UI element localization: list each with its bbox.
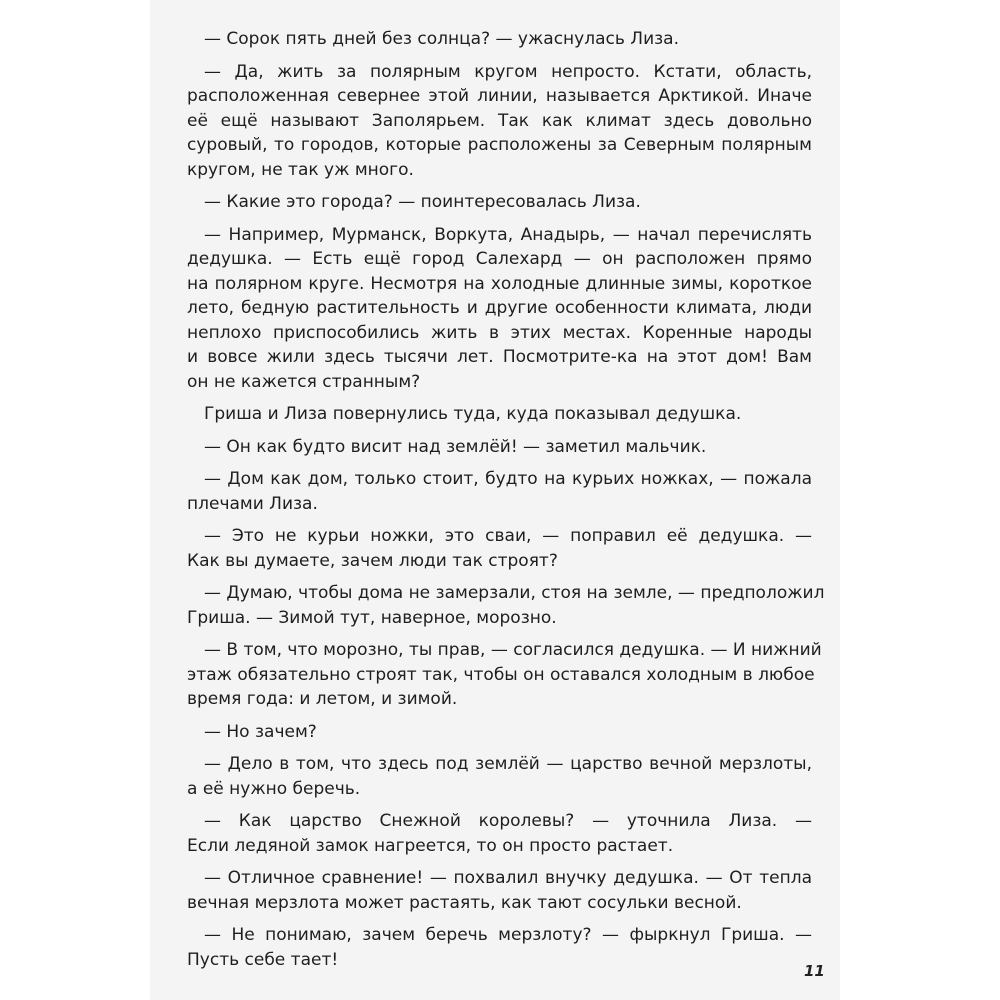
paragraph xyxy=(187,752,812,801)
text-line: расположенная севернее этой линии, называется Арктикой. Иначе xyxy=(187,86,812,106)
text-line: — Сорок пять дней без солнца? — ужаснулась Лиза. xyxy=(204,29,679,49)
paragraph xyxy=(187,809,812,858)
text-line: — В том, что морозно, ты прав, — согласился дедушка. — И нижний xyxy=(204,640,822,660)
paragraph xyxy=(187,866,812,915)
text-line: дедушка. — Есть ещё город Салехард — он расположен прямо xyxy=(187,249,812,269)
text-line: а её нужно беречь. xyxy=(187,778,361,799)
text-line: Гриша и Лиза повернулись туда, куда показывал дедушка. xyxy=(204,404,742,424)
text-line: — Дело в том, что здесь под землёй — царство вечной мерзлоты, xyxy=(204,754,812,774)
text-line: Как вы думаете, зачем люди так строят? xyxy=(187,550,558,571)
paragraph xyxy=(187,467,812,516)
text-line: — Не понимаю, зачем беречь мерзлоту? — фыркнул Гриша. — xyxy=(204,925,812,945)
text-line: — Какие это города? — поинтересовалась Лиза. xyxy=(204,192,641,212)
text-line: Гриша. — Зимой тут, наверное, морозно. xyxy=(187,607,557,628)
paragraph xyxy=(187,435,812,460)
text-line: кругом, не так уж много. xyxy=(187,159,414,180)
paragraph xyxy=(187,60,812,183)
text-line: — Дом как дом, только стоит, будто на курьих ножках, — пожала xyxy=(204,469,812,489)
text-line: лето, бедную растительность и другие особенности климата, люди xyxy=(187,298,812,318)
text-line: плечами Лиза. xyxy=(187,493,318,514)
text-line: неплохо приспособились жить в этих местах. Коренные народы xyxy=(187,322,812,343)
text-line: — Например, Мурманск, Воркута, Анадырь, — начал перечислять xyxy=(204,224,812,245)
text-line: — Думаю, чтобы дома не замерзали, стоя на земле, — предположил xyxy=(204,583,825,603)
page-number: 11 xyxy=(804,962,825,980)
text-line: — Да, жить за полярным кругом непросто. Кстати, область, xyxy=(204,61,812,82)
text-line: он не кажется странным? xyxy=(187,371,421,392)
text-line: — Это не курьи ножки, это сваи, — поправил её дедушка. — xyxy=(204,526,812,546)
text-line: — Он как будто висит над землёй! — заметил мальчик. xyxy=(204,436,707,457)
text-line: на полярном круге. Несмотря на холодные длинные зимы, короткое xyxy=(187,273,812,294)
paragraph xyxy=(187,27,812,52)
paragraph xyxy=(187,581,825,630)
text-line: вечная мерзлота может растаять, как тают сосульки весной. xyxy=(187,892,742,913)
text-line: Пусть себе тает! xyxy=(187,949,339,970)
paragraph xyxy=(187,190,812,215)
text-line: — Отличное сравнение! — похвалил внучку дедушка. — От тепла xyxy=(204,868,812,888)
text-line: этаж обязательно строят так, чтобы он оставался холодным в любое xyxy=(187,664,815,685)
text-line: — Но зачем? xyxy=(204,721,317,742)
text-line: — Как царство Снежной королевы? — уточнила Лиза. — xyxy=(204,811,812,831)
text-line: её ещё называют Заполярьем. Так как климат здесь довольно xyxy=(187,110,812,131)
paragraph xyxy=(187,223,812,395)
paragraph xyxy=(187,720,812,745)
text-line: Если ледяной замок нагреется, то он просто растает. xyxy=(187,835,674,856)
paragraph xyxy=(187,923,812,972)
text-line: время года: и летом, и зимой. xyxy=(187,689,458,709)
paragraph xyxy=(187,402,812,427)
text-line: суровый, то городов, которые расположены за Северным полярным xyxy=(187,135,812,155)
paragraph xyxy=(187,524,812,573)
paragraph xyxy=(187,638,822,712)
text-line: и вовсе жили здесь тысячи лет. Посмотрите-ка на этот дом! Вам xyxy=(187,347,812,367)
